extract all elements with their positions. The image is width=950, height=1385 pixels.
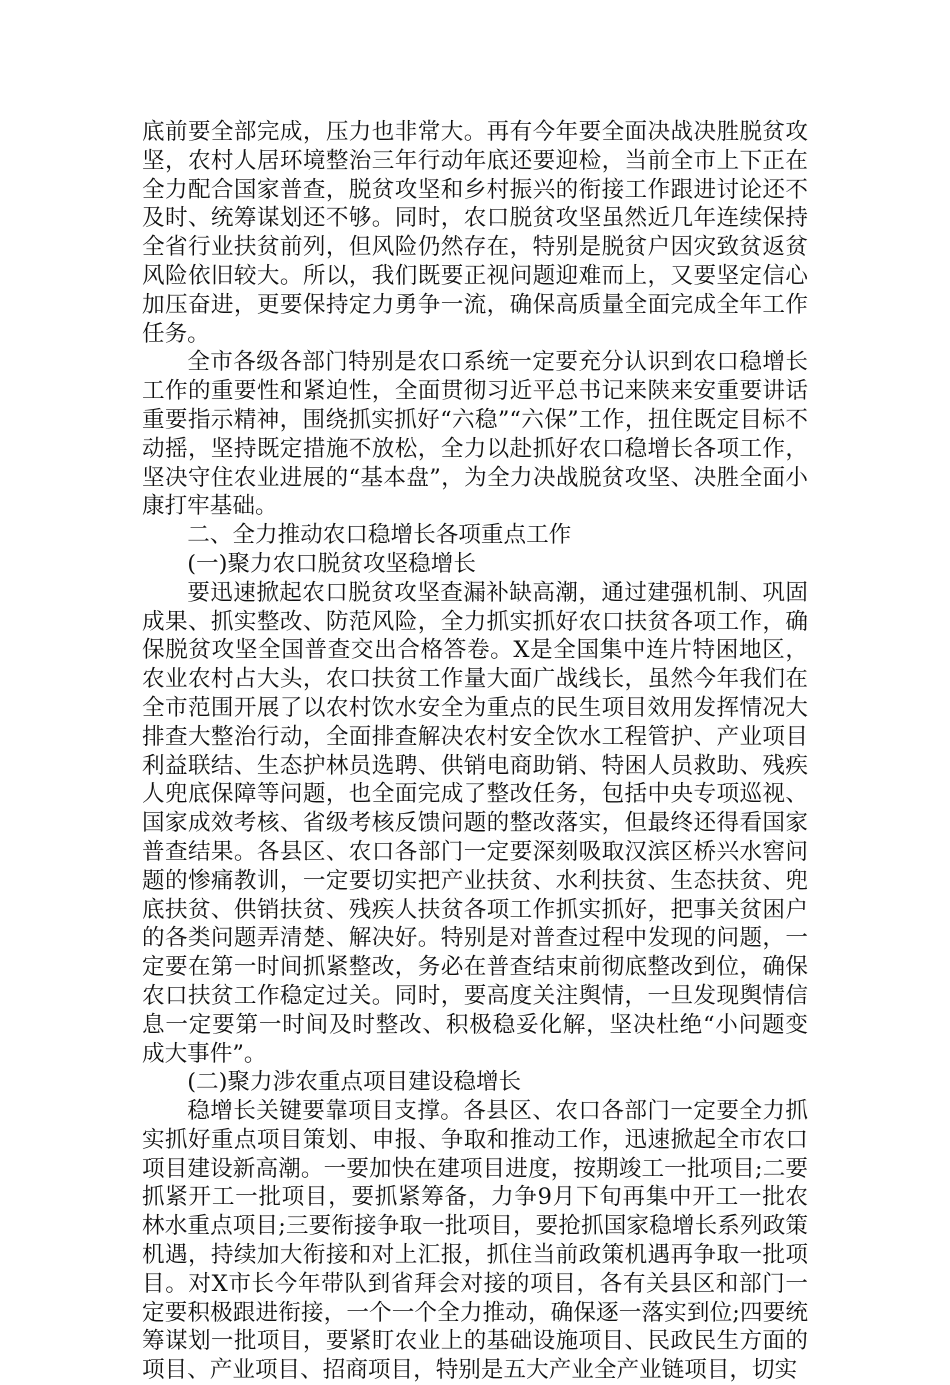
section-heading-2: 二、全力推动农口稳增长各项重点工作 <box>187 522 572 549</box>
body-paragraph-2: 全市各级各部门特别是农口系统一定要充分认识到农口稳增长工作的重要性和紧迫性，全面贯彻习近平总书记来陕来安重要讲话重要指示精神，围绕抓实抓好“六稳”“六保”工作，扭住既定目标不动摇，坚持既定措施不放松，全力以赴抓好农口稳增长各项工作，坚决守住农业进展的“基本盘”，为全力决战脱贫攻坚、决胜全面小康打牢基础。 <box>142 349 808 520</box>
document-page <box>142 118 808 1385</box>
body-paragraph-3: 要迅速掀起农口脱贫攻坚查漏补缺高潮，通过建强机制、巩固成果、抓实整改、防范风险，全力抓实抓好农口扶贫各项工作，确保脱贫攻坚全国普查交出合格答卷。X是全国集中连片特困地区，农业农村占大头，农口扶贫工作量大面广战线长，虽然今年我们在全市范围开展了以农村饮水安全为重点的民生项目效用发挥情况大排查大整治行动，全面排查解决农村安全饮水工程管护、产业项目利益联结、生态护林员选聘、供销电商助销、特困人员救助、残疾人兜底保障等问题，也全面完成了整改任务，包括中央专项巡视、国家成效考核、省级考核反馈问题的整改落实，但最终还得看国家普查结果。各县区、农口各部门一定要深刻吸取汉滨区桥兴水窖问题的惨痛教训，一定要切实把产业扶贫、水利扶贫、生态扶贫、兜底扶贫、供销扶贫、残疾人扶贫各项工作抓实抓好，把事关贫困户的各类问题弄清楚、解决好。特别是对普查过程中发现的问题，一定要在第一时间抓紧整改，务必在普查结束前彻底整改到位，确保农口扶贫工作稳定过关。同时，要高度关注舆情，一旦发现舆情信息一定要第一时间及时整改、积极稳妥化解，坚决杜绝“小问题变成大事件”。 <box>142 579 808 1067</box>
body-paragraph-1: 底前要全部完成，压力也非常大。再有今年要全面决战决胜脱贫攻坚，农村人居环境整治三年行动年底还要迎检，当前全市上下正在全力配合国家普查，脱贫攻坚和乡村振兴的衔接工作跟进讨论还不及时、统筹谋划还不够。同时，农口脱贫攻坚虽然近几年连续保持全省行业扶贫前列，但风险仍然存在，特别是脱贫户因灾致贫返贫风险依旧较大。所以，我们既要正视问题迎难而上，又要坚定信心加压奋进，更要保持定力勇争一流，确保高质量全面完成全年工作任务。 <box>142 119 808 347</box>
subsection-heading-2: (二)聚力涉农重点项目建设稳增长 <box>187 1069 522 1096</box>
body-paragraph-4: 稳增长关键要靠项目支撑。各县区、农口各部门一定要全力抓实抓好重点项目策划、申报、争取和推动工作，迅速掀起全市农口项目建设新高潮。一要加快在建项目进度，按期竣工一批项目;二要抓紧开工一批项目，要抓紧筹备，力争9月下旬再集中开工一批农林水重点项目;三要衔接争取一批项目，要抢抓国家稳增长系列政策机遇，持续加大衔接和对上汇报，抓住当前政策机遇再争取一批项目。对X市长今年带队到省拜会对接的项目，各有关县区和部门一定要积极跟进衔接，一个一个全力推动，确保逐一落实到位;四要统筹谋划一批项目，要紧盯农业上的基础设施项目、民政民生方面的项目、产业项目、招商项目，特别是五大产业全产业链项目，切实 <box>142 1098 808 1384</box>
subsection-heading-1: (一)聚力农口脱贫攻坚稳增长 <box>187 550 476 577</box>
